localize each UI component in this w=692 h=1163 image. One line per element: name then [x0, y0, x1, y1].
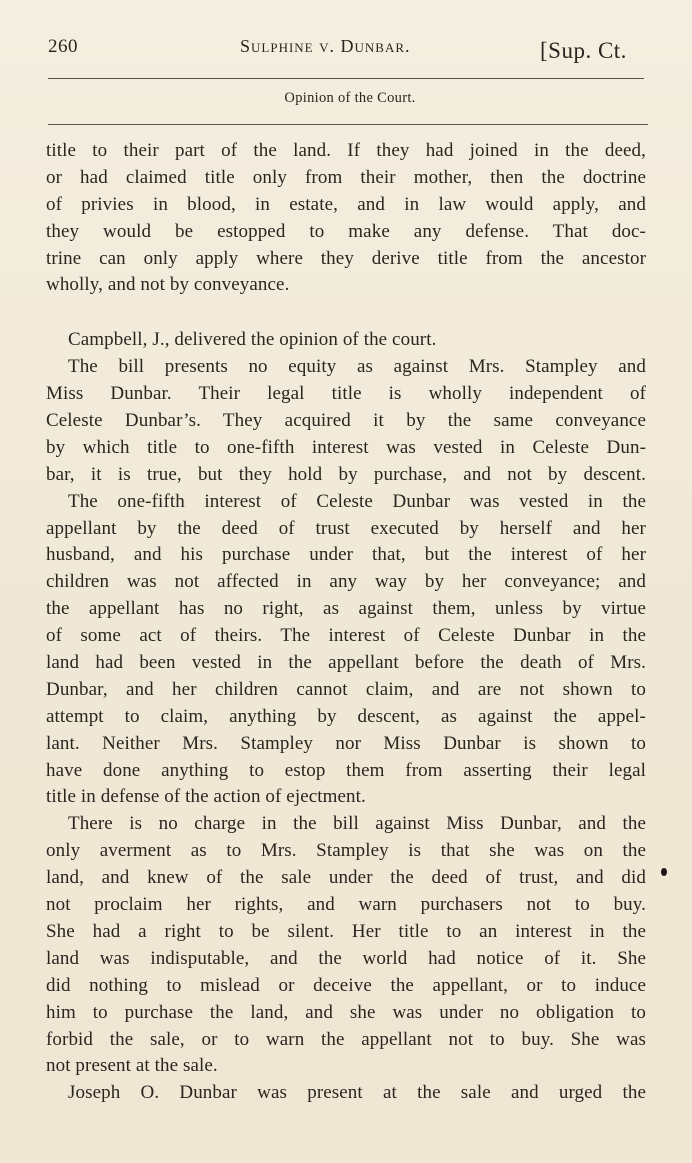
text-line: husband, and his purchase under that, but the interest of her	[46, 544, 646, 566]
text-line: him to purchase the land, and she was under no obligation to	[46, 1001, 646, 1023]
opinion-body	[46, 138, 646, 1107]
text-line: Dunbar, and her children cannot claim, and are not shown to	[46, 678, 646, 700]
text-line: Campbell, J., delivered the opinion of the court.	[68, 329, 437, 351]
text-line: title to their part of the land. If they had joined in the deed,	[46, 140, 646, 161]
paragraph-argument-conclusion	[46, 138, 646, 299]
header-rule-bottom	[48, 124, 648, 125]
ink-speck	[661, 868, 667, 876]
text-line: the appellant has no right, as against them, unless by virtue	[46, 598, 646, 620]
text-line: land, and knew of the sale under the deed of trust, and did	[46, 867, 646, 889]
paragraph-joseph-dunbar	[46, 1080, 646, 1107]
paragraph-one-fifth-interest	[46, 489, 646, 812]
text-line: bar, it is true, but they hold by purchase, and not by descent.	[46, 463, 646, 485]
text-line: did nothing to mislead or deceive the appellant, or to induce	[46, 974, 646, 996]
text-line: only averment as to Mrs. Stampley is that she was on the	[46, 840, 646, 862]
text-line: The bill presents no equity as against Mrs. Stampley and	[68, 356, 646, 378]
text-line: attempt to claim, anything by descent, as against the appel-	[46, 705, 646, 727]
paragraph-no-equity	[46, 354, 646, 488]
text-line: by which title to one-fifth interest was vested in Celeste Dun-	[46, 436, 646, 458]
text-line: or had claimed title only from their mother, then the doctrine	[46, 166, 646, 188]
text-line: children was not affected in any way by her conveyance; and	[46, 571, 646, 593]
text-line: trine can only apply where they derive title from the ancestor	[46, 247, 646, 269]
text-line: have done anything to estop them from asserting their legal	[46, 759, 646, 781]
text-line: lant. Neither Mrs. Stampley nor Miss Dunbar is shown to	[46, 732, 646, 754]
text-line: title in defense of the action of ejectment.	[46, 786, 366, 808]
text-line: The one-fifth interest of Celeste Dunbar was vested in the	[68, 490, 646, 512]
text-line: There is no charge in the bill against Miss Dunbar, and the	[68, 813, 646, 835]
text-line: of some act of theirs. The interest of Celeste Dunbar in the	[46, 625, 646, 647]
text-line: Miss Dunbar. Their legal title is wholly independent of	[46, 383, 646, 405]
text-line: land had been vested in the appellant before the death of Mrs.	[46, 652, 646, 674]
text-line: She had a right to be silent. Her title to an interest in the	[46, 920, 646, 942]
text-line: not proclaim her rights, and warn purchasers not to buy.	[46, 894, 646, 916]
section-subheading: Opinion of the Court.	[284, 90, 416, 106]
case-title: Sulphine v. Dunbar.	[240, 36, 411, 56]
text-line: they would be estopped to make any defense. That doc-	[46, 220, 646, 242]
text-line: Joseph O. Dunbar was present at the sale and urged the	[68, 1082, 646, 1104]
text-line: not present at the sale.	[46, 1055, 218, 1077]
running-head	[0, 30, 692, 70]
text-line: forbid the sale, or to warn the appellant not to buy. She was	[46, 1028, 646, 1050]
paragraph-opinion-delivery	[46, 327, 646, 354]
text-line: wholly, and not by conveyance.	[46, 274, 290, 296]
text-line: appellant by the deed of trust executed by herself and her	[46, 517, 646, 539]
text-line: of privies in blood, in estate, and in law would apply, and	[46, 193, 646, 215]
court-label: [Sup. Ct.	[540, 38, 627, 63]
paragraph-no-charge	[46, 811, 646, 1080]
paragraph-gap	[46, 299, 646, 327]
header-rule-top	[48, 78, 644, 79]
text-line: Celeste Dunbar’s. They acquired it by the same conveyance	[46, 410, 646, 432]
text-line: land was indisputable, and the world had notice of it. She	[46, 947, 646, 969]
page-number: 260	[48, 36, 78, 57]
